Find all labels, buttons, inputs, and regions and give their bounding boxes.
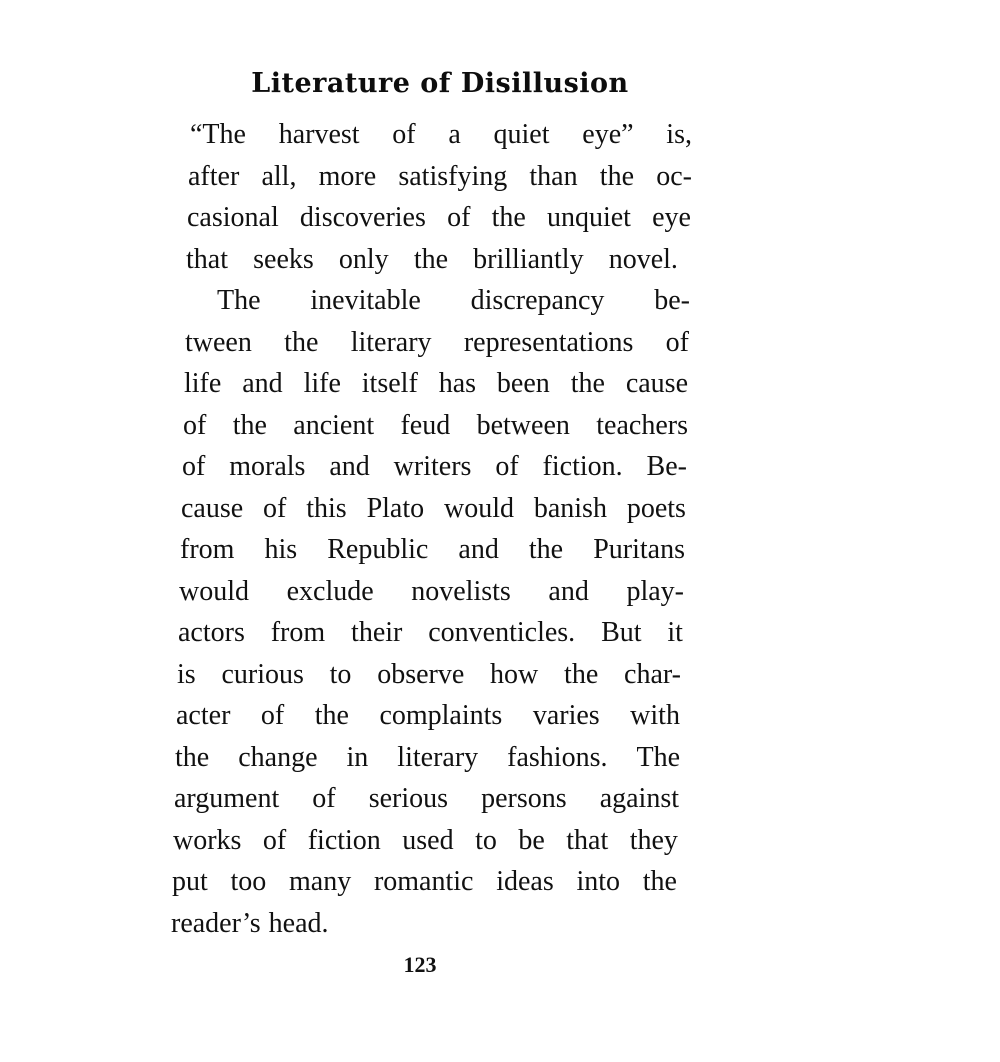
page-number: 123 [403,952,437,977]
text-line: is curious to observe how the char- [177,659,681,690]
text-line: the change in literary fashions. The [175,742,680,773]
text-line: acter of the complaints varies with [176,700,680,731]
text-line paragraph-start: The inevitable discrepancy be- [217,285,690,316]
text-line: “The harvest of a quiet eye” is, [190,119,692,150]
text-line: argument of serious persons against [174,783,679,814]
text-line: from his Republic and the Puritans [180,534,685,565]
text-line: casional discoveries of the unquiet eye [187,202,691,233]
text-line: would exclude novelists and play- [179,576,684,607]
text-line: that seeks only the brilliantly novel. [186,244,678,275]
text-line: life and life itself has been the cause [184,368,688,399]
text-line: put too many romantic ideas into the [172,866,677,897]
text-line: tween the literary representations of [185,327,689,358]
text-line: after all, more satisfying than the oc- [188,161,692,192]
text-line: cause of this Plato would banish poets [181,493,686,524]
running-head: Literature of Disillusion [251,68,629,99]
text-line: reader’s head. [171,908,329,939]
text-line: of morals and writers of fiction. Be- [182,451,687,482]
text-line: actors from their conventicles. But it [178,617,683,648]
text-line: of the ancient feud between teachers [183,410,688,441]
text-line: works of fiction used to be that they [173,825,678,856]
